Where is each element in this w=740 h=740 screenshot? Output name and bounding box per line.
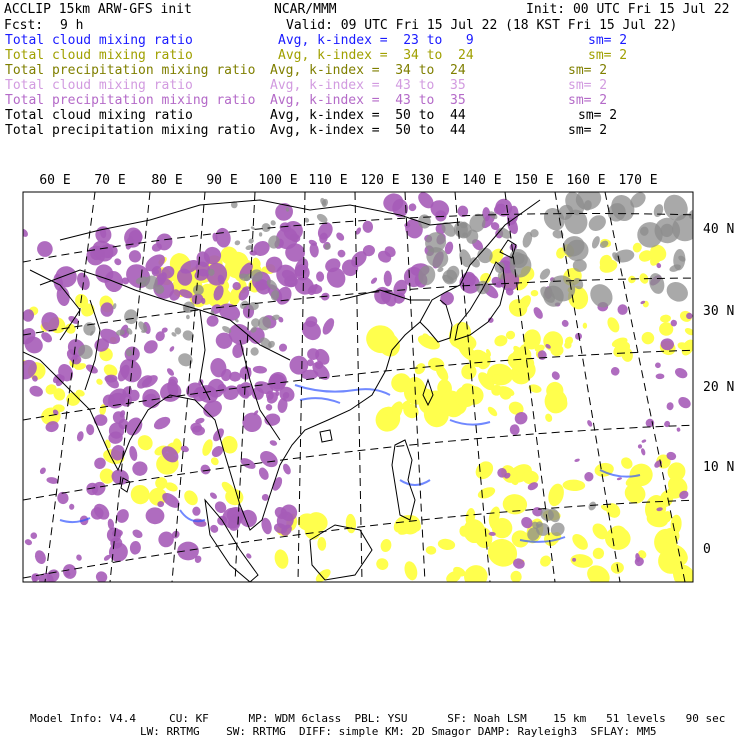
legend-field-0: Total cloud mixing ratio <box>5 33 193 48</box>
legend-avg-3: Avg, k-index = 43 to 35 <box>270 78 466 93</box>
legend-avg-4: Avg, k-index = 43 to 35 <box>270 93 466 108</box>
lon-label-10: 160 E <box>566 173 606 188</box>
lon-label-3: 90 E <box>206 173 238 188</box>
lon-label-7: 130 E <box>410 173 450 188</box>
lon-label-1: 70 E <box>94 173 126 188</box>
footer-line-2: LW: RRTMG SW: RRTMG DIFF: simple KM: 2D Smagor DAMP: Rayleigh3 SFLAY: MM5 <box>140 725 657 738</box>
legend-sm-4: sm= 2 <box>568 93 608 108</box>
lon-label-4: 100 E <box>258 173 298 188</box>
legend-sm-0: sm= 2 <box>588 33 628 48</box>
lat-label-3: 10 N <box>703 460 735 475</box>
lon-label-2: 80 E <box>151 173 183 188</box>
legend-field-6: Total precipitation mixing ratio <box>5 123 256 138</box>
legend-sm-3: sm= 2 <box>568 78 608 93</box>
lon-label-0: 60 E <box>39 173 71 188</box>
legend-sm-5: sm= 2 <box>578 108 618 123</box>
lat-label-4: 0 <box>703 542 711 557</box>
lon-label-6: 120 E <box>360 173 400 188</box>
lon-label-5: 110 E <box>308 173 348 188</box>
legend-sm-1: sm= 2 <box>588 48 628 63</box>
org-label: NCAR/MMM <box>274 2 337 17</box>
lon-label-8: 140 E <box>462 173 502 188</box>
legend-avg-6: Avg, k-index = 50 to 44 <box>270 123 466 138</box>
legend-field-5: Total cloud mixing ratio <box>5 108 193 123</box>
legend-sm-2: sm= 2 <box>568 63 608 78</box>
legend-avg-5: Avg, k-index = 50 to 44 <box>270 108 466 123</box>
legend-field-4: Total precipitation mixing ratio <box>5 93 256 108</box>
model-title: ACCLIP 15km ARW-GFS init <box>4 2 192 17</box>
lat-label-0: 40 N <box>703 222 735 237</box>
valid-time: Valid: 09 UTC Fri 15 Jul 22 (18 KST Fri 15 Jul 22) <box>286 18 678 33</box>
legend-field-3: Total cloud mixing ratio <box>5 78 193 93</box>
lat-label-2: 20 N <box>703 380 735 395</box>
fcst-label: Fcst: <box>4 18 44 33</box>
lat-labels <box>703 222 734 557</box>
legend-avg-0: Avg, k-index = 23 to 9 <box>278 33 474 48</box>
legend-avg-2: Avg, k-index = 34 to 24 <box>270 63 466 78</box>
legend-field-1: Total cloud mixing ratio <box>5 48 193 63</box>
lon-labels <box>39 173 657 188</box>
legend-field-2: Total precipitation mixing ratio <box>5 63 256 78</box>
lon-label-11: 170 E <box>618 173 658 188</box>
fcst-value: 9 h <box>60 18 84 33</box>
lon-label-9: 150 E <box>514 173 554 188</box>
lat-label-1: 30 N <box>703 304 735 319</box>
footer-line-1: Model Info: V4.4 CU: KF MP: WDM 6class PBL: YSU SF: Noah LSM 15 km 51 levels 90 sec <box>30 712 726 725</box>
legend-avg-1: Avg, k-index = 34 to 24 <box>278 48 474 63</box>
init-time: Init: 00 UTC Fri 15 Jul 22 <box>526 2 730 17</box>
legend-sm-6: sm= 2 <box>568 123 608 138</box>
